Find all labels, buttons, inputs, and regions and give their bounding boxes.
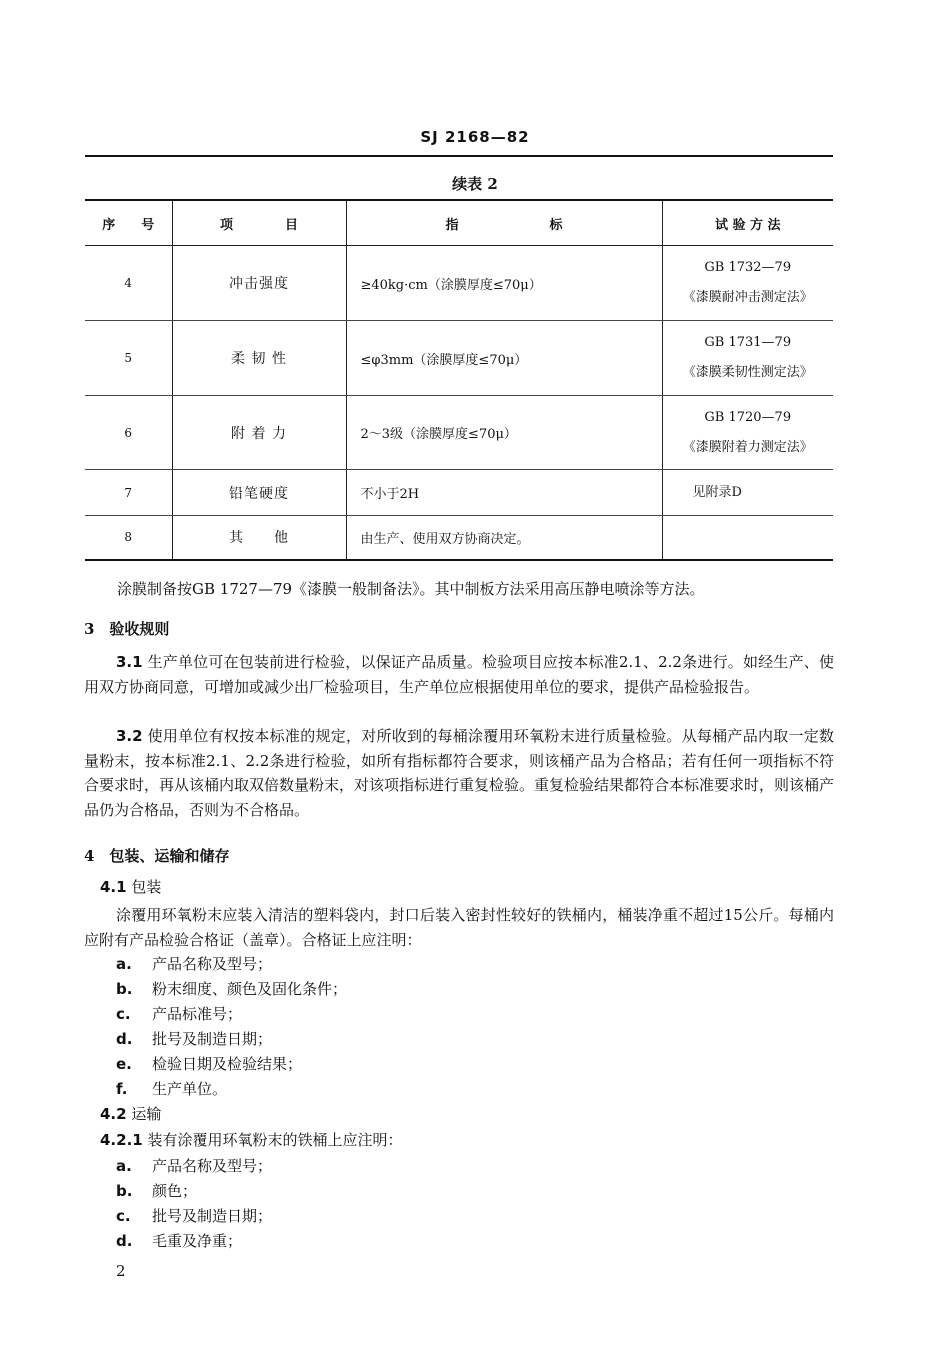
section-3-title: 3 验收规则 [84,620,170,638]
list-label: c. [116,1005,131,1023]
list-label: c. [116,1207,131,1225]
list-label: d. [116,1232,133,1250]
list-text: 产品标准号； [152,1005,243,1023]
clause-number: 4.2 [100,1105,127,1123]
clause-title: 包装 [131,878,162,896]
list-item [116,1155,272,1176]
method-standard: GB 1732—79 [704,260,792,275]
col-header-no: 序 号 [85,201,172,246]
row-indicator: ≤φ3mm（涂膜厚度≤70μ） [346,321,662,396]
clause-number: 4.1 [100,878,127,896]
list-text: 产品名称及型号； [152,1157,273,1175]
clause-3-1 [84,650,834,699]
row-no: 4 [85,246,172,321]
list-label: f. [116,1080,128,1098]
clause-3-2 [84,724,834,822]
clause-text: 生产单位可在包装前进行检验，以保证产品质量。检验项目应按本标准2.1、2.2条进行。如经生产、使用双方协商同意，可增加或减少出厂检验项目，生产单位应根据使用单位的要求，提供产品检验报告。 [84,653,834,696]
list-label: b. [116,980,133,998]
table-caption: 续表 2 [452,175,498,193]
table-note: 涂膜制备按GB 1727—79《漆膜一般制备法》。其中制板方法采用高压静电喷涂等方法。 [117,580,705,598]
clause-number: 4.2.1 [100,1131,143,1149]
row-item: 铅笔硬度 [172,470,346,516]
spec-table [85,201,833,561]
list-item [116,1180,197,1201]
list-item [116,953,272,974]
list-text: 粉末细度、颜色及固化条件； [152,980,348,998]
list-item [116,1003,242,1024]
clause-text: 装有涂覆用环氧粉末的铁桶上应注明： [147,1131,403,1149]
list-text: 产品名称及型号； [152,955,273,973]
list-item [116,1230,242,1251]
clause-text: 使用单位有权按本标准的规定，对所收到的每桶涂覆用环氧粉末进行质量检验。从每桶产品内取一定数量粉末，按本标准2.1、2.2条进行检验，如所有指标都符合要求，则该桶产品为合格品；若有任何一项指标不符合要求时，再从该桶内取双倍数量粉末，对该项指标进行重复检验。重复检验结果都符合本标准要求时，则该桶产品仍为合格品，否则为不合格品。 [84,727,835,819]
method-standard: GB 1731—79 [704,335,792,350]
method-title: 见附录D [692,484,742,500]
list-label: a. [116,955,132,973]
table-row [85,321,833,396]
list-item [116,1053,302,1074]
row-item: 冲击强度 [172,246,346,321]
table-header-row [85,201,833,246]
row-method [662,246,833,321]
row-no: 5 [85,321,172,396]
row-method [662,396,833,470]
method-title: 《漆膜附着力测定法》 [682,439,813,455]
row-method [662,321,833,396]
section-4-title: 4 包装、运输和储存 [84,847,230,865]
col-header-item: 项 目 [172,201,346,246]
list-text: 检验日期及检验结果； [152,1055,303,1073]
list-text: 颜色； [152,1182,198,1200]
header-rule [85,155,833,157]
list-label: d. [116,1030,133,1048]
row-method [662,470,833,516]
table-row [85,516,833,560]
list-label: e. [116,1055,132,1073]
list-text: 毛重及净重； [152,1232,243,1250]
list-label: b. [116,1182,133,1200]
table-row [85,470,833,516]
list-label: a. [116,1157,132,1175]
row-item: 其 他 [172,516,346,560]
row-method [662,516,833,560]
page-number: 2 [116,1262,126,1280]
row-indicator: ≥40kg·cm（涂膜厚度≤70μ） [346,246,662,321]
table-row [85,396,833,470]
clause-4-1-heading [100,876,161,897]
row-item: 附 着 力 [172,396,346,470]
row-indicator: 由生产、使用双方协商决定。 [346,516,662,560]
clause-4-1-text: 涂覆用环氧粉末应装入清洁的塑料袋内，封口后装入密封性较好的铁桶内，桶装净重不超过15公斤。每桶内应附有产品检验合格证（盖章）。合格证上应注明： [84,906,834,949]
list-text: 批号及制造日期； [152,1207,273,1225]
list-item [116,1205,272,1226]
row-item: 柔 韧 性 [172,321,346,396]
clause-4-2-1 [100,1129,403,1150]
row-indicator: 2～3级（涂膜厚度≤70μ） [346,396,662,470]
method-title: 《漆膜耐冲击测定法》 [682,290,813,305]
col-header-method: 试 验 方 法 [662,201,833,246]
list-item [116,978,347,999]
row-indicator: 不小于2H [346,470,662,516]
clause-number: 3.1 [116,653,143,671]
table-row [85,246,833,321]
row-no: 6 [85,396,172,470]
row-no: 7 [85,470,172,516]
list-text: 批号及制造日期； [152,1030,273,1048]
list-item [116,1028,272,1049]
row-no: 8 [85,516,172,560]
method-title: 《漆膜柔韧性测定法》 [682,365,813,380]
standard-number: SJ 2168—82 [420,128,530,146]
list-text: 生产单位。 [152,1080,228,1098]
col-header-indicator: 指 标 [346,201,662,246]
list-item [116,1078,227,1099]
clause-4-2-heading [100,1103,161,1124]
clause-number: 3.2 [116,727,143,745]
clause-title: 运输 [131,1105,162,1123]
method-standard: GB 1720—79 [704,409,792,425]
